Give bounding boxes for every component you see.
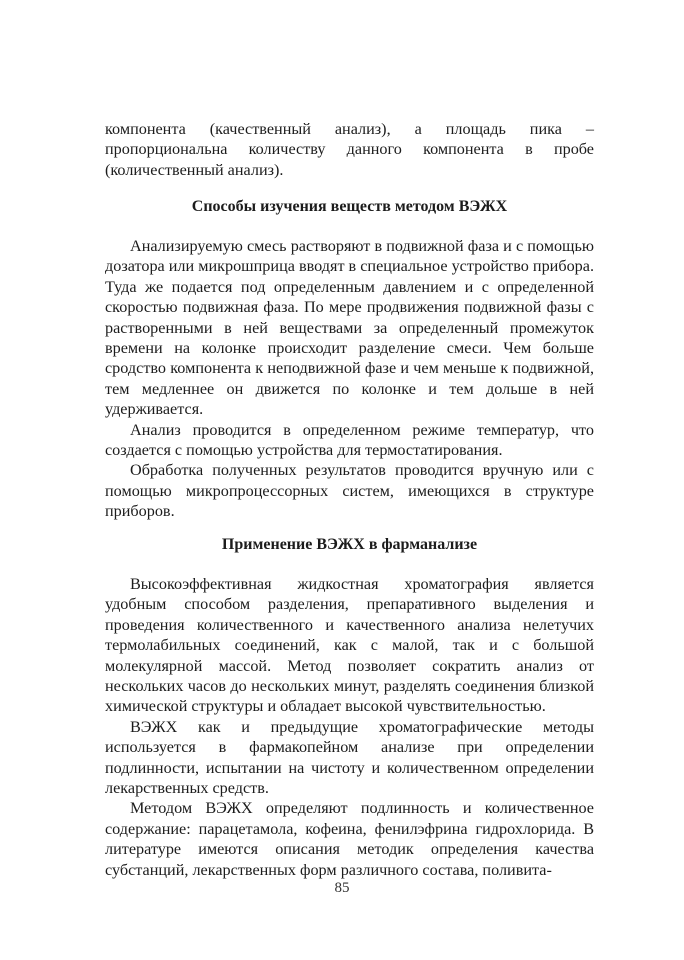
- section-pharma-body: [105, 574, 594, 880]
- paragraph-methods-2: Анализ проводится в определенном режиме температур, что создается с помощью устройства для термостатирования.: [105, 420, 594, 460]
- section-heading-pharma: Применение ВЭЖХ в фарманализе: [221, 536, 478, 553]
- paragraph-pharma-3: Методом ВЭЖХ определяют подлинность и количественное содержание: парацетамола, кофеина, фенилэфрина гидрохлорида. В литературе имеются описания методик определения качества субстанций, лекарственных форм различного состава, поливита-: [105, 799, 594, 879]
- paragraph-methods-3: Обработка полученных результатов проводится вручную или с помощью микропроцессорных систем, имеющихся в структуре приборов.: [105, 461, 594, 521]
- section-heading-block: [105, 197, 594, 217]
- section-heading-methods: Способы изучения веществ методом ВЭЖХ: [191, 198, 508, 215]
- carryover-paragraph-block: [105, 119, 594, 180]
- page-number: 85: [334, 880, 350, 896]
- carryover-paragraph: компонента (качественный анализ), а площадь пика – пропорциональна количеству данного компонента в пробе (количественный анализ).: [105, 120, 594, 179]
- paragraph-pharma-1: Высокоэффективная жидкостная хроматография является удобным способом разделения, препаративного выделения и проведения количественного и качественного анализа нелетучих термолабильных соединений, как с малой, так и с большой молекулярной массой. Метод позволяет сократить анализ от нескольких часов до нескольких минут, разделять соединения близкой химической структуры и обладает высокой чувствительностью.: [105, 575, 594, 716]
- section-methods-body: [105, 236, 594, 522]
- paragraph-pharma-2: ВЭЖХ как и предыдущие хроматографические методы используется в фармакопейном анализе при определении подлинности, испытании на чистоту и количественном определении лекарственных средств.: [105, 717, 594, 798]
- paragraph-methods-1: Анализируемую смесь растворяют в подвижной фаза и с помощью дозатора или микрошприца вводят в специальное устройство прибора. Туда же подается под определенным давлением и с определенной скоростью подвижная фаза. По мере продвижения подвижной фазы с растворенными в ней веществами за определенный промежуток времени на колонке происходит разделение смеси. Чем больше сродство компонента к неподвижной фазе и чем меньше к подвижной, тем медленнее он движется по колонке и тем дольше в ней удерживается.: [105, 237, 594, 419]
- section-heading-block-2: [105, 535, 594, 555]
